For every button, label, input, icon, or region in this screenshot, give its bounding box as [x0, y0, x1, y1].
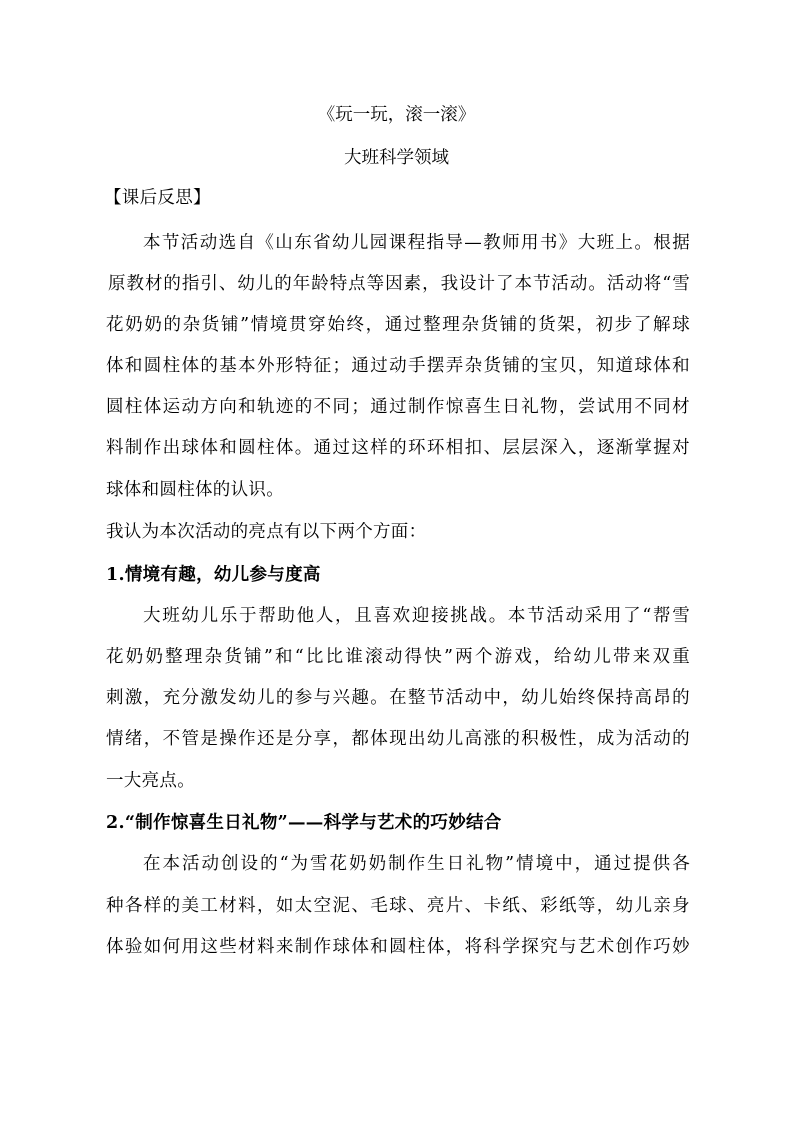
point1-paragraph-line: 情绪，不管是操作还是分享，都体现出幼儿高涨的积极性，成为活动的: [106, 729, 690, 749]
paragraph1-line: 圆柱体运动方向和轨迹的不同；通过制作惊喜生日礼物，尝试用不同材: [106, 397, 690, 417]
paragraph1-line: 料制作出球体和圆柱体。通过这样的环环相扣、层层深入，逐渐掌握对: [106, 438, 690, 458]
point2-paragraph-line: 种各样的美工材料，如太空泥、毛球、亮片、卡纸、彩纸等，幼儿亲身: [106, 896, 690, 916]
section-heading: 【课后反思】: [104, 188, 211, 208]
point1-heading: 1.情境有趣，幼儿参与度高: [106, 565, 321, 585]
paragraph1-line: 花奶奶的杂货铺”情境贯穿始终，通过整理杂货铺的货架，初步了解球: [106, 315, 690, 335]
document-title: 《玩一玩，滚一滚》: [317, 105, 476, 125]
point2-paragraph-line: 在本活动创设的“为雪花奶奶制作生日礼物”情境中，通过提供各: [143, 854, 690, 874]
point1-paragraph-line: 花奶奶整理杂货铺”和“比比谁滚动得快”两个游戏，给幼儿带来双重: [106, 647, 690, 667]
intro-line: 我认为本次活动的亮点有以下两个方面：: [106, 522, 427, 542]
point2-heading: 2.“制作惊喜生日礼物”——科学与艺术的巧妙结合: [106, 813, 502, 833]
paragraph1-line: 本节活动选自《山东省幼儿园课程指导—教师用书》大班上。根据: [143, 233, 690, 253]
point1-paragraph-line: 大班幼儿乐于帮助他人，且喜欢迎接挑战。本节活动采用了“帮雪: [143, 606, 690, 626]
paragraph1-line: 球体和圆柱体的认识。: [106, 480, 284, 500]
paragraph1-line: 原教材的指引、幼儿的年龄特点等因素，我设计了本节活动。活动将“雪: [108, 274, 690, 294]
point1-paragraph-line: 刺激，充分激发幼儿的参与兴趣。在整节活动中，幼儿始终保持高昂的: [106, 688, 690, 708]
point2-paragraph-line: 体验如何用这些材料来制作球体和圆柱体，将科学探究与艺术创作巧妙: [106, 937, 690, 957]
paragraph1-line: 体和圆柱体的基本外形特征；通过动手摆弄杂货铺的宝贝，知道球体和: [106, 356, 690, 376]
document-subtitle: 大班科学领域: [344, 148, 449, 168]
point1-paragraph-line: 一大亮点。: [106, 771, 195, 791]
